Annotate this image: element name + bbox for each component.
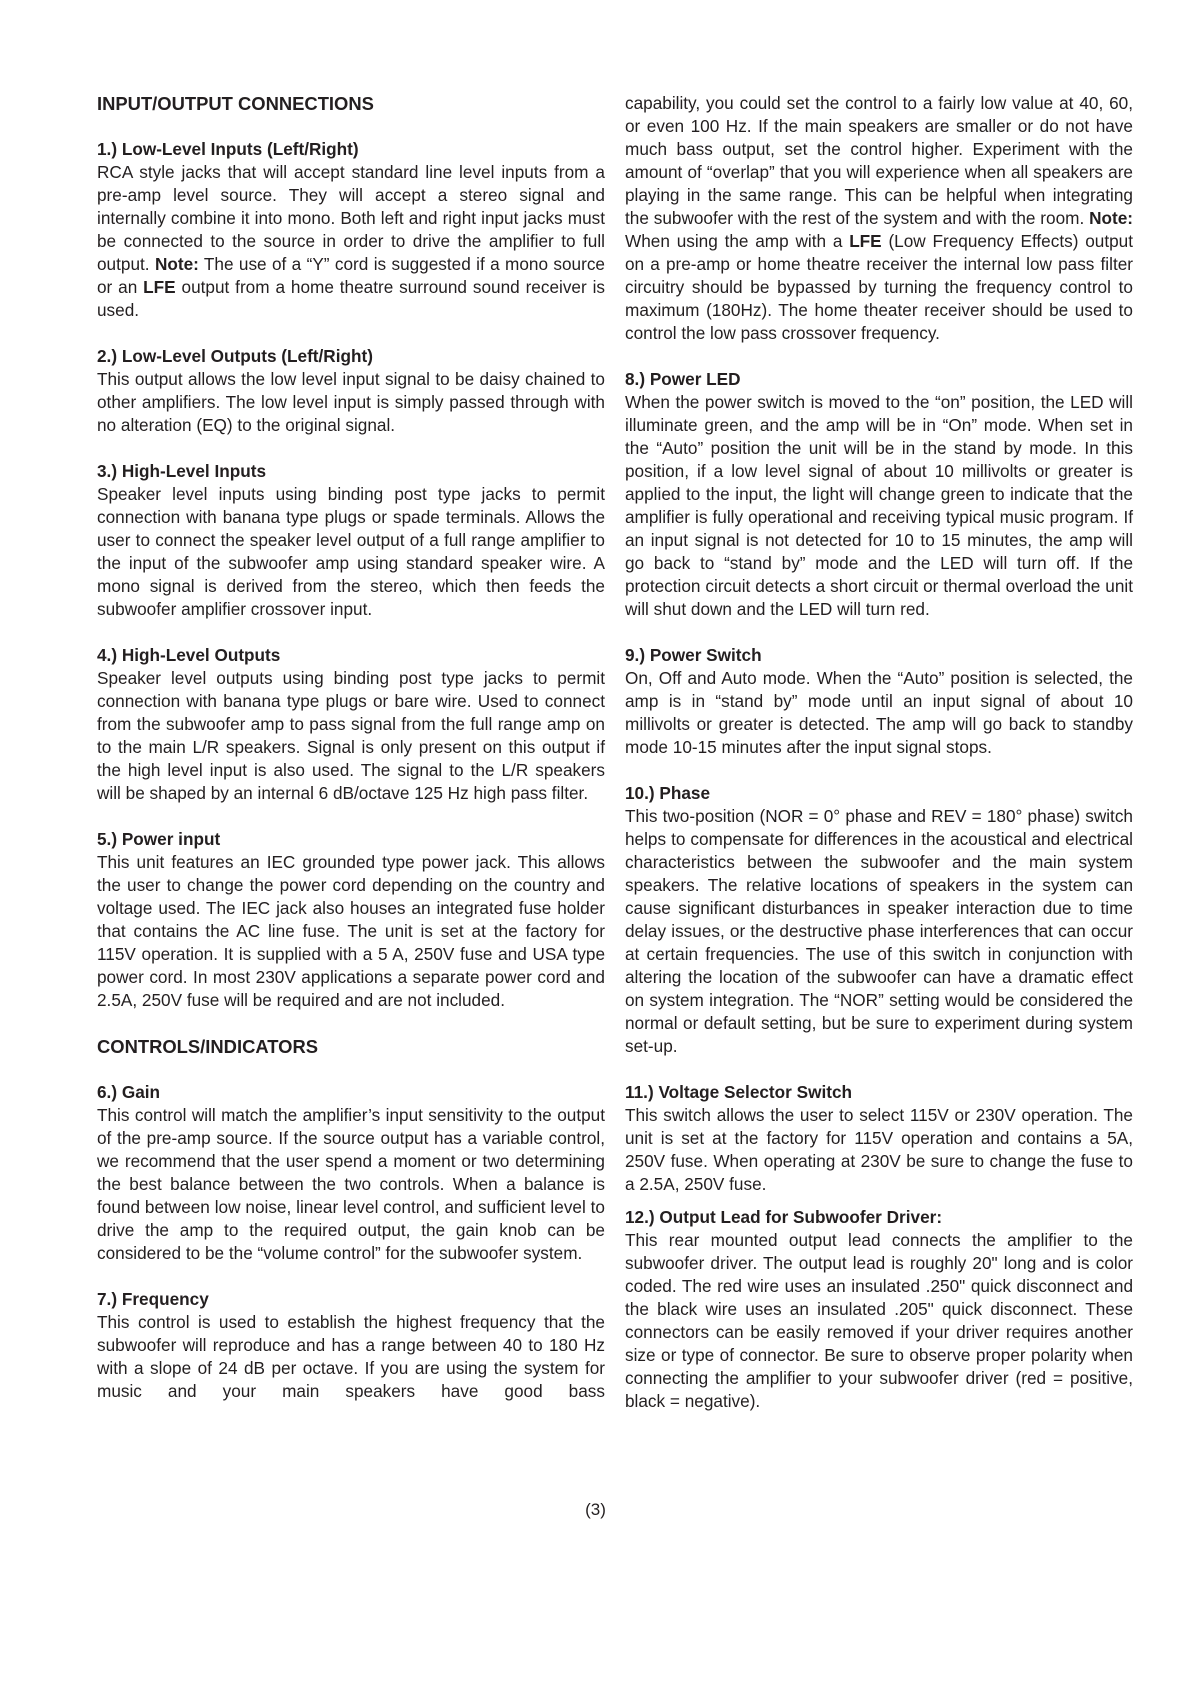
item-title: 6.) Gain bbox=[97, 1082, 161, 1102]
item-title: 8.) Power LED bbox=[625, 369, 741, 389]
item-text: This output allows the low level input signal to be daisy chained to other amplifiers. The low level input is simply passed through with no alteration (EQ) to the original signal. bbox=[97, 369, 605, 435]
section-power-led bbox=[625, 368, 1133, 621]
note-label: Note: bbox=[154, 254, 199, 274]
item-text: Speaker level outputs using binding post type jacks to permit connection with banana type plugs or bare wire. Used to connect from the subwoofer amp to pass signal from the full range amp on to the main L/R speakers. Signal is only present on this output if the high level input is also used. The signal to the L/R speakers will be shaped by an internal 6 dB/octave 125 Hz high pass filter. bbox=[97, 668, 605, 803]
item-title: 9.) Power Switch bbox=[625, 645, 762, 665]
item-title: 2.) Low-Level Outputs (Left/Right) bbox=[97, 346, 373, 366]
note-label: Note: bbox=[1089, 208, 1133, 228]
item-title: 7.) Frequency bbox=[97, 1289, 209, 1309]
item-text: When the power switch is moved to the “on” position, the LED will illuminate green, and the amp will be in “On” mode. When set in the “Auto” position the unit will be in the stand by mode. In this position, if a low level signal of about 10 millivolts or greater is applied to the input, the light will change green to indicate that the amplifier is fully operational and receiving typical music program. If an input signal is not detected for 10 to 15 minutes, the amp will go back to “stand by” mode and the LED will turn off. If the protection circuit detects a short circuit or thermal overload the unit will shut down and the LED will turn red. bbox=[625, 392, 1133, 619]
section-frequency bbox=[97, 1288, 605, 1403]
item-title: 1.) Low-Level Inputs (Left/Right) bbox=[97, 139, 359, 159]
page-number: (3) bbox=[585, 1500, 606, 1519]
section-high-level-inputs bbox=[97, 460, 605, 621]
section-frequency-continued bbox=[625, 92, 1133, 345]
item-text: This switch allows the user to select 115V or 230V operation. The unit is set at the factory for 115V operation and contains a 5A, 250V fuse. When operating at 230V be sure to change the fuse to a 2.5A, 250V fuse. bbox=[625, 1105, 1133, 1194]
item-title: 12.) Output Lead for Subwoofer Driver: bbox=[625, 1207, 943, 1227]
section-output-lead bbox=[625, 1206, 1133, 1413]
item-title: 10.) Phase bbox=[625, 783, 711, 803]
section-gain bbox=[97, 1081, 605, 1265]
section-phase bbox=[625, 782, 1133, 1058]
left-column bbox=[97, 92, 605, 1426]
right-column bbox=[625, 92, 1133, 1436]
section-low-level-inputs bbox=[97, 138, 605, 322]
item-title: 3.) High-Level Inputs bbox=[97, 461, 267, 481]
item-text: Speaker level inputs using binding post type jacks to permit connection with banana type plugs or spade terminals. Allows the user to connect the speaker level output of a full range amplifier to the input of the subwoofer amp using standard speaker wire. A mono signal is derived from the stereo, which then feeds the subwoofer amplifier crossover input. bbox=[97, 484, 605, 619]
item-title: 5.) Power input bbox=[97, 829, 221, 849]
item-title: 11.) Voltage Selector Switch bbox=[625, 1082, 853, 1102]
item-text: This control will match the amplifier’s input sensitivity to the output of the pre-amp source. If the source output has a variable control, we recommend that the user spend a moment or two determining the best balance between the two controls. When a balance is found between low noise, linear level control, and sufficient level to drive the amp to the required output, the gain knob can be considered to be the “volume control” for the subwoofer system. bbox=[97, 1105, 605, 1263]
section-power-input bbox=[97, 828, 605, 1012]
lfe-label: LFE bbox=[143, 277, 176, 297]
lfe-label: LFE bbox=[849, 231, 882, 251]
section-voltage-selector bbox=[625, 1081, 1133, 1196]
section-low-level-outputs bbox=[97, 345, 605, 437]
section-high-level-outputs bbox=[97, 644, 605, 805]
section-power-switch bbox=[625, 644, 1133, 759]
item-text: RCA style jacks that will accept standard line level inputs from a pre-amp level source. They will accept a stereo signal and internally combine it into mono. Both left and right input jacks must be connected to the source in order to drive the amplifier to full output. Note: The use of a “Y” cord is suggested if a mono source or an LFE output from a home theatre surround sound receiver is used. bbox=[97, 162, 605, 320]
item-text: This control is used to establish the highest frequency that the subwoofer will reproduce and has a range between 40 to 180 Hz with a slope of 24 dB per octave. If you are using the system for music and your main speakers have good bass bbox=[97, 1312, 605, 1401]
item-title: 4.) High-Level Outputs bbox=[97, 645, 281, 665]
item-text: capability, you could set the control to a fairly low value at 40, 60, or even 100 Hz. If the main speakers are smaller or do not have much bass output, set the control higher. Experiment with the amount of “overlap” that you will experience when all speakers are playing in the same range. This can be helpful when integrating the subwoofer with the rest of the system and with the room. Note: When using the amp with a LFE (Low Frequency Effects) output on a pre-amp or home theatre receiver the internal low pass filter circuitry should be bypassed by turning the frequency control to maximum (180Hz). The home theater receiver should be used to control the low pass crossover frequency. bbox=[625, 93, 1134, 343]
item-text: On, Off and Auto mode. When the “Auto” position is selected, the amp is in “stand by” mode until an input signal of about 10 millivolts or greater is detected. The amp will go back to standby mode 10-15 minutes after the input signal stops. bbox=[625, 668, 1133, 757]
item-text: This two-position (NOR = 0° phase and REV = 180° phase) switch helps to compensate for differences in the acoustical and electrical characteristics between the subwoofer and the main system speakers. The relative locations of speakers in the system can cause significant disturbances in speaker interaction due to time delay issues, or the destructive phase interferences that can occur at certain frequencies. The use of this switch in conjunction with altering the location of the subwoofer can have a dramatic effect on system integration. The “NOR” setting would be considered the normal or default setting, but be sure to experiment during system set-up. bbox=[625, 806, 1133, 1056]
section-heading-io: INPUT/OUTPUT CONNECTIONS bbox=[97, 93, 374, 114]
item-text: This unit features an IEC grounded type power jack. This allows the user to change the power cord depending on the country and voltage used. The IEC jack also houses an integrated fuse holder that contains the AC line fuse. The unit is set at the factory for 115V operation. It is supplied with a 5 A, 250V fuse and USA type power cord. In most 230V applications a separate power cord and 2.5A, 250V fuse will be required and are not included. bbox=[97, 852, 605, 1010]
section-heading-controls: CONTROLS/INDICATORS bbox=[97, 1036, 319, 1057]
item-text: This rear mounted output lead connects the amplifier to the subwoofer driver. The output lead is roughly 20" long and is color coded. The red wire uses an insulated .250" quick disconnect and the black wire uses an insulated .205" quick disconnect. These connectors can be easily removed if your driver requires another size or type of connector. Be sure to observe proper polarity when connecting the amplifier to your subwoofer driver (red = positive, black = negative). bbox=[625, 1230, 1133, 1411]
